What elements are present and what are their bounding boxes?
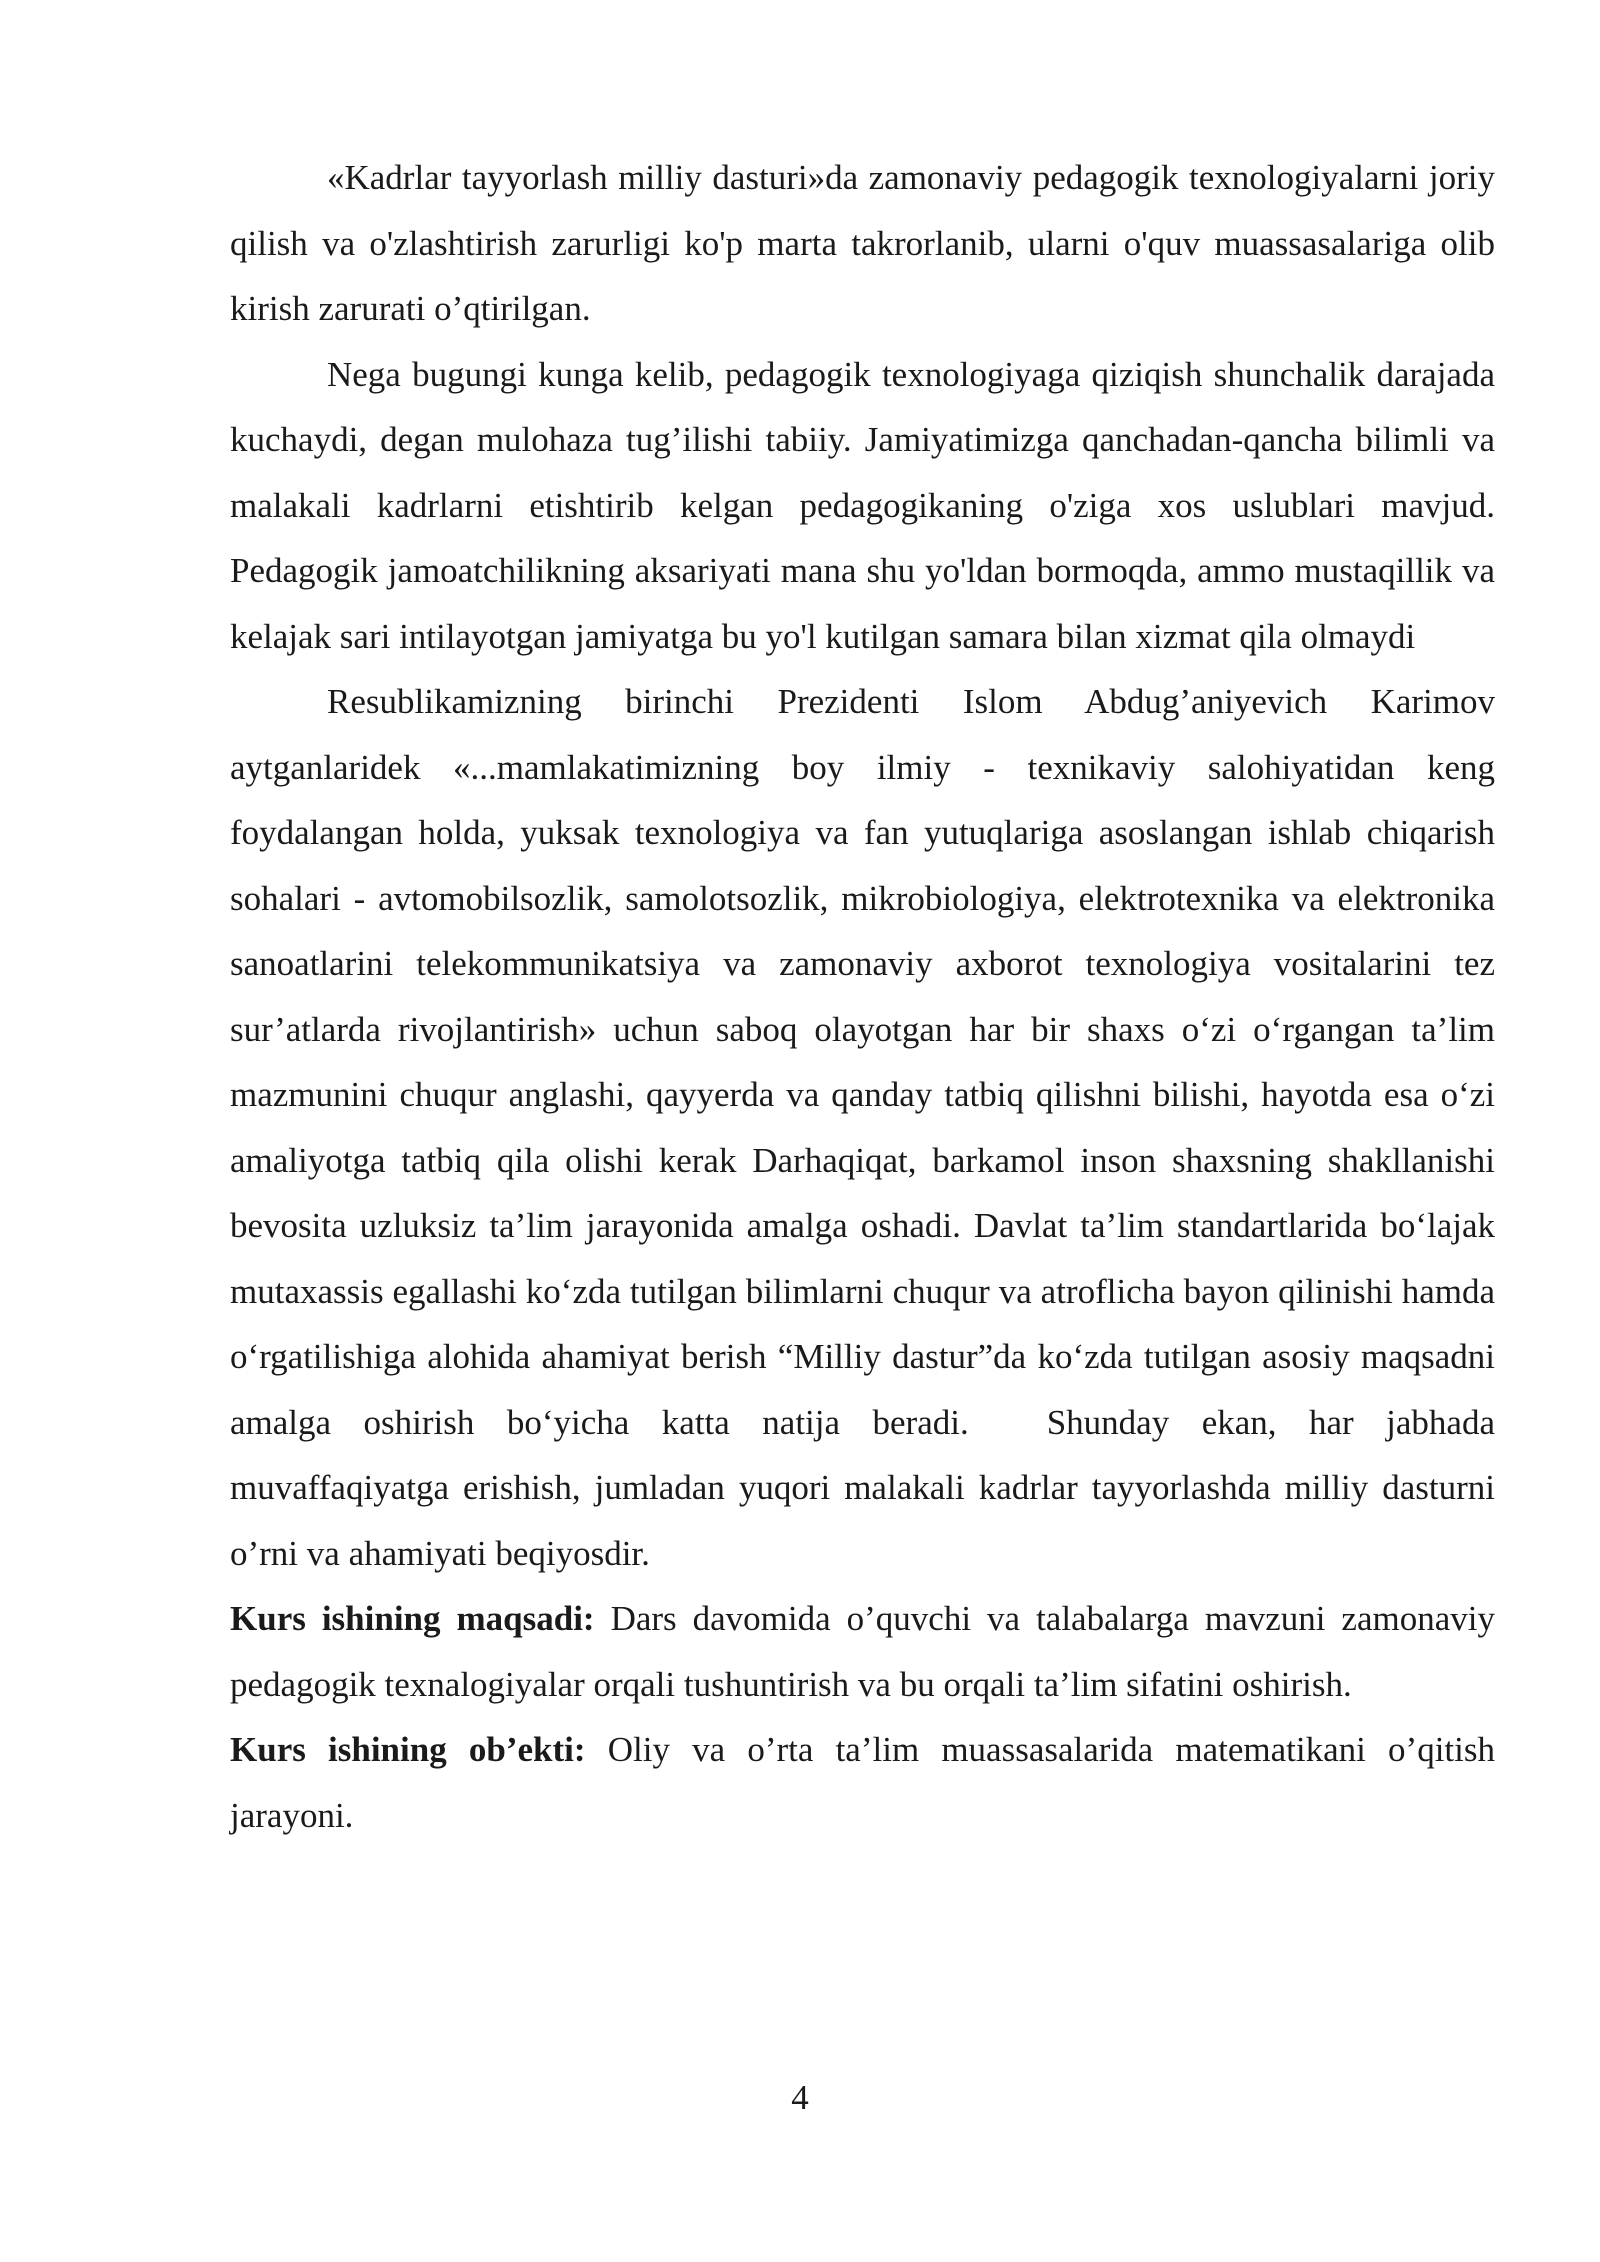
object-text: Oliy va o’rta ta’lim muassasalarida matematikani o’qitish jarayoni. (230, 1730, 1495, 1835)
paragraph-3 (230, 669, 1495, 1586)
object-paragraph (230, 1717, 1495, 1848)
goal-label: Kurs ishining maqsadi: (230, 1599, 595, 1638)
object-label: Kurs ishining ob’ekti: (230, 1730, 586, 1769)
goal-text: Dars davomida o’quvchi va talabalarga mavzuni zamonaviy pedagogik texnalogiyalar orqali tushuntirish va bu orqali ta’lim sifatini oshirish. (230, 1599, 1495, 1704)
paragraph-3-main: Resublikamizning birinchi Prezidenti Islom Abdug’aniyevich Karimov aytganlaridek «...mamlakatimizning boy ilmiy - texnikaviy salohiyatidan keng foydalangan holda, yuksak texnologiya va fan yutuqlariga asoslangan ishlab chiqarish sohalari - avtomobilsozlik, samolotsozlik, mikrobiologiya, elektrotexnika va elektronika sanoatlarini telekommunikatsiya va zamonaviy axborot texnologiya vositalarini tez sur’atlarda rivojlantirish» uchun saboq olayotgan har bir shaxs o‘zi o‘rgangan ta’lim mazmunini chuqur anglashi, qayyerda va qanday tatbiq qilishni bilishi, hayotda esa o‘zi amaliyotga tatbiq qila olishi kerak Darhaqiqat, barkamol inson shaxsning shakllanishi bevosita uzluksiz ta’lim jarayonida amalga oshadi. Davlat ta’lim standartlarida bo‘lajak mutaxassis egallashi ko‘zda tutilgan bilimlarni chuqur va atroflicha bayon qilinishi hamda o‘rgatilishiga alohida ahamiyat berish “Milliy dastur”da ko‘zda tutilgan asosiy maqsadni amalga oshirish bo‘yicha katta natija beradi. (230, 682, 1495, 1442)
goal-paragraph (230, 1586, 1495, 1717)
body-text (230, 145, 1495, 1848)
paragraph-3-tail: Shunday ekan, har jabhada muvaffaqiyatga erishish, jumladan yuqori malakali kadrlar tayyorlashda milliy dasturni o’rni va ahamiyati beqiyosdir. (230, 1402, 1495, 1573)
paragraph-1: «Kadrlar tayyorlash milliy dasturi»da zamonaviy pedagogik texnologiyalarni joriy qilish va o'zlashtirish zarurligi ko'p marta takrorlanib, ularni o'quv muassasalariga olib kirish zarurati o’qtirilgan. (230, 158, 1495, 328)
paragraph-2: Nega bugungi kunga kelib, pedagogik texnologiyaga qiziqish shunchalik darajada kuchaydi, degan mulohaza tug’ilishi tabiiy. Jamiyatimizga qanchadan-qancha bilimli va malakali kadrlarni etishtirib kelgan pedagogikaning o'ziga xos uslublari mavjud. Pedagogik jamoatchilikning aksariyati mana shu yo'ldan bormoqda, ammo mustaqillik va kelajak sari intilayotgan jamiyatga bu yo'l kutilgan samara bilan xizmat qila olmaydi (230, 354, 1495, 656)
page-number: 4 (791, 2078, 809, 2117)
